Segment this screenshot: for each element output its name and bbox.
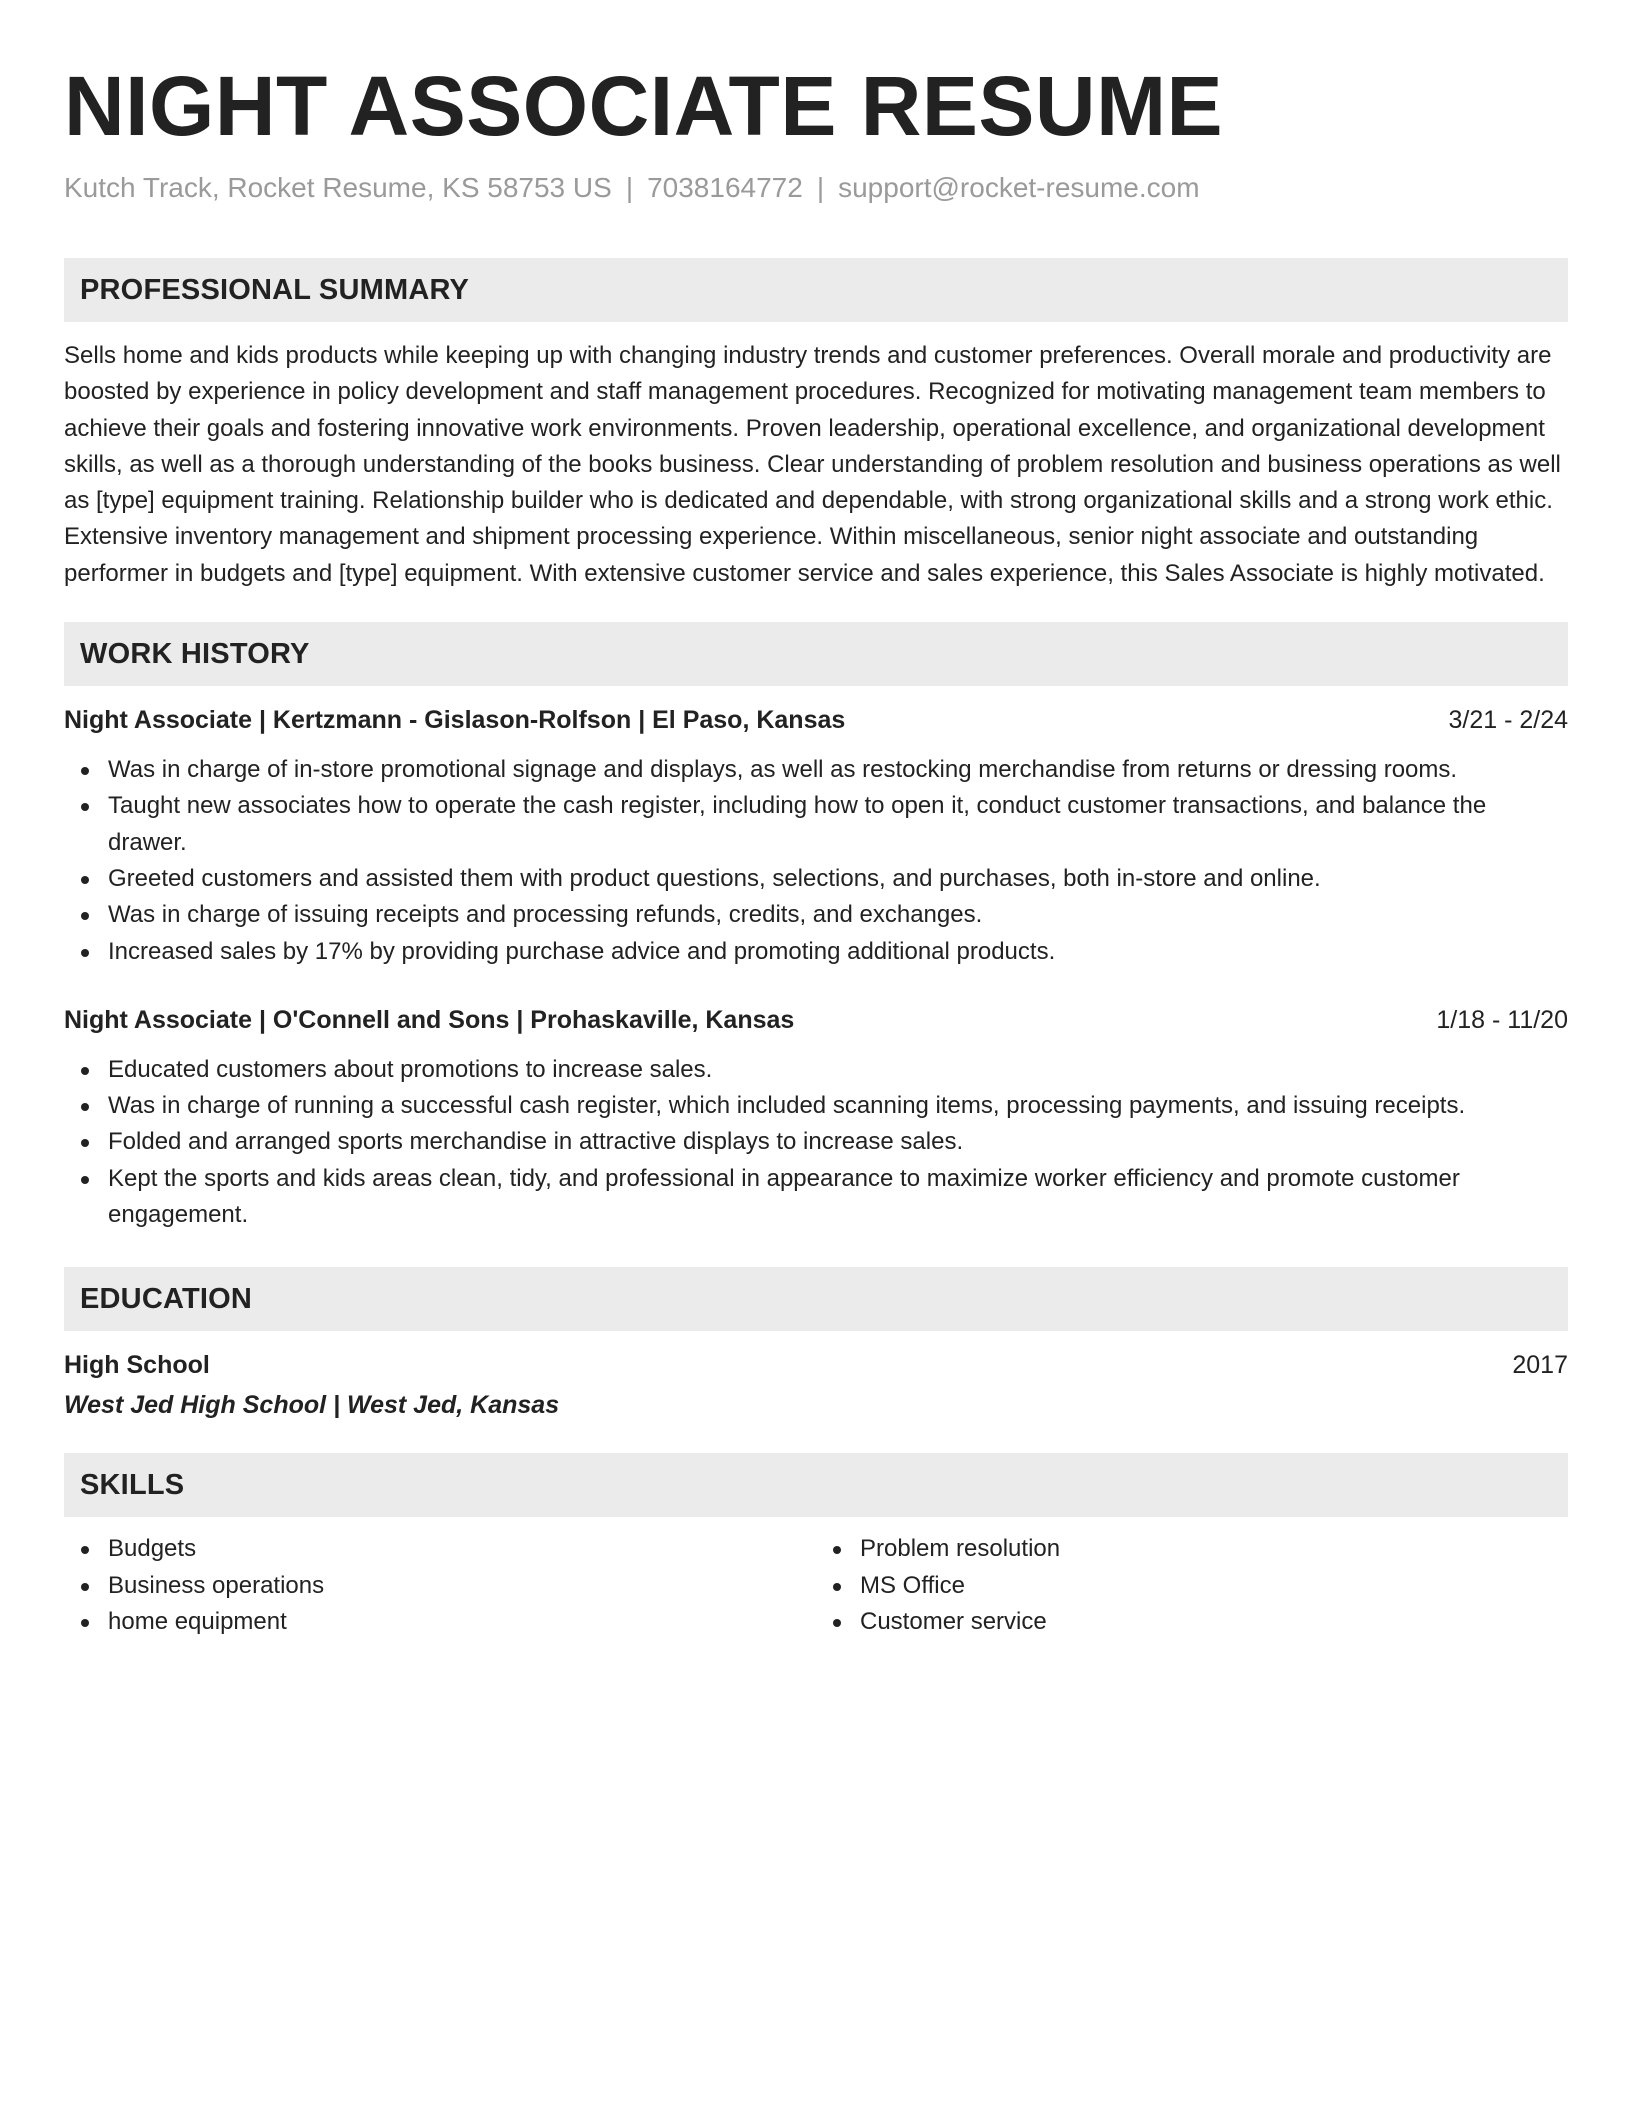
job-bullet-list <box>64 1052 1568 1233</box>
summary-text: Sells home and kids products while keeping up with changing industry trends and customer preferences. Overall morale and productivity are boosted by experience in policy development and staff management procedures. Recognized for motivating management team members to achieve their goals and fostering innovative work environments. Proven leadership, operational excellence, and organizational development skills, as well as a thorough understanding of the books business. Clear understanding of problem resolution and business operations as well as [type] equipment training. Relationship builder who is dedicated and dependable, with strong organizational skills and a strong work ethic. Extensive inventory management and shipment processing experience. Within miscellaneous, senior night associate and outstanding performer in budgets and [type] equipment. With extensive customer service and sales experience, this Sales Associate is highly motivated. <box>64 342 1561 587</box>
job-dates: 3/21 - 2/24 <box>1448 706 1568 735</box>
contact-address: Kutch Track, Rocket Resume, KS 58753 US <box>64 172 612 203</box>
job-bullet-list <box>64 752 1568 970</box>
section-header-education: EDUCATION <box>64 1267 1568 1331</box>
job-title: Night Associate | O'Connell and Sons | Prohaskaville, Kansas <box>64 1005 795 1034</box>
skills-list <box>816 1531 1568 1640</box>
job-heading <box>64 702 1568 738</box>
job-bullet: Was in charge of running a successful cash register, which included scanning items, processing payments, and issuing receipts. <box>64 1088 1568 1124</box>
job-bullet: Taught new associates how to operate the cash register, including how to open it, conduct customer transactions, and balance the drawer. <box>64 788 1568 861</box>
contact-line <box>64 170 1568 206</box>
skill-item: Business operations <box>64 1568 816 1604</box>
skill-item: MS Office <box>816 1568 1568 1604</box>
job-heading <box>64 1002 1568 1038</box>
contact-separator: | <box>816 172 825 203</box>
job-entry <box>64 702 1568 970</box>
resume-title: NIGHT ASSOCIATE RESUME <box>64 59 1224 153</box>
contact-email: support@rocket-resume.com <box>838 172 1200 203</box>
job-bullet: Kept the sports and kids areas clean, tidy, and professional in appearance to maximize worker efficiency and promote customer engagement. <box>64 1161 1568 1234</box>
skills-list <box>64 1531 816 1640</box>
job-bullet: Was in charge of issuing receipts and processing refunds, credits, and exchanges. <box>64 897 1568 933</box>
skills-grid <box>64 1531 1568 1640</box>
job-bullet: Greeted customers and assisted them with product questions, selections, and purchases, both in-store and online. <box>64 861 1568 897</box>
skill-item: Problem resolution <box>816 1531 1568 1567</box>
skill-item: Budgets <box>64 1531 816 1567</box>
education-year: 2017 <box>1512 1351 1568 1380</box>
job-entry <box>64 1002 1568 1233</box>
job-bullet: Educated customers about promotions to increase sales. <box>64 1052 1568 1088</box>
job-dates: 1/18 - 11/20 <box>1436 1005 1568 1034</box>
skills-column-right <box>816 1531 1568 1640</box>
education-school: West Jed High School | West Jed, Kansas <box>64 1391 560 1420</box>
section-header-summary: PROFESSIONAL SUMMARY <box>64 258 1568 322</box>
job-bullet: Was in charge of in-store promotional signage and displays, as well as restocking merchandise from returns or dressing rooms. <box>64 752 1568 788</box>
skill-item: Customer service <box>816 1604 1568 1640</box>
education-heading <box>64 1347 1568 1383</box>
contact-phone: 7038164772 <box>647 172 803 203</box>
job-bullet: Increased sales by 17% by providing purchase advice and promoting additional products. <box>64 934 1568 970</box>
skill-item: home equipment <box>64 1604 816 1640</box>
skills-column-left <box>64 1531 816 1640</box>
section-header-skills: SKILLS <box>64 1453 1568 1517</box>
section-header-work-history: WORK HISTORY <box>64 622 1568 686</box>
job-title: Night Associate | Kertzmann - Gislason-Rolfson | El Paso, Kansas <box>64 706 846 735</box>
contact-separator: | <box>625 172 634 203</box>
education-degree: High School <box>64 1351 210 1380</box>
job-bullet: Folded and arranged sports merchandise in attractive displays to increase sales. <box>64 1124 1568 1160</box>
